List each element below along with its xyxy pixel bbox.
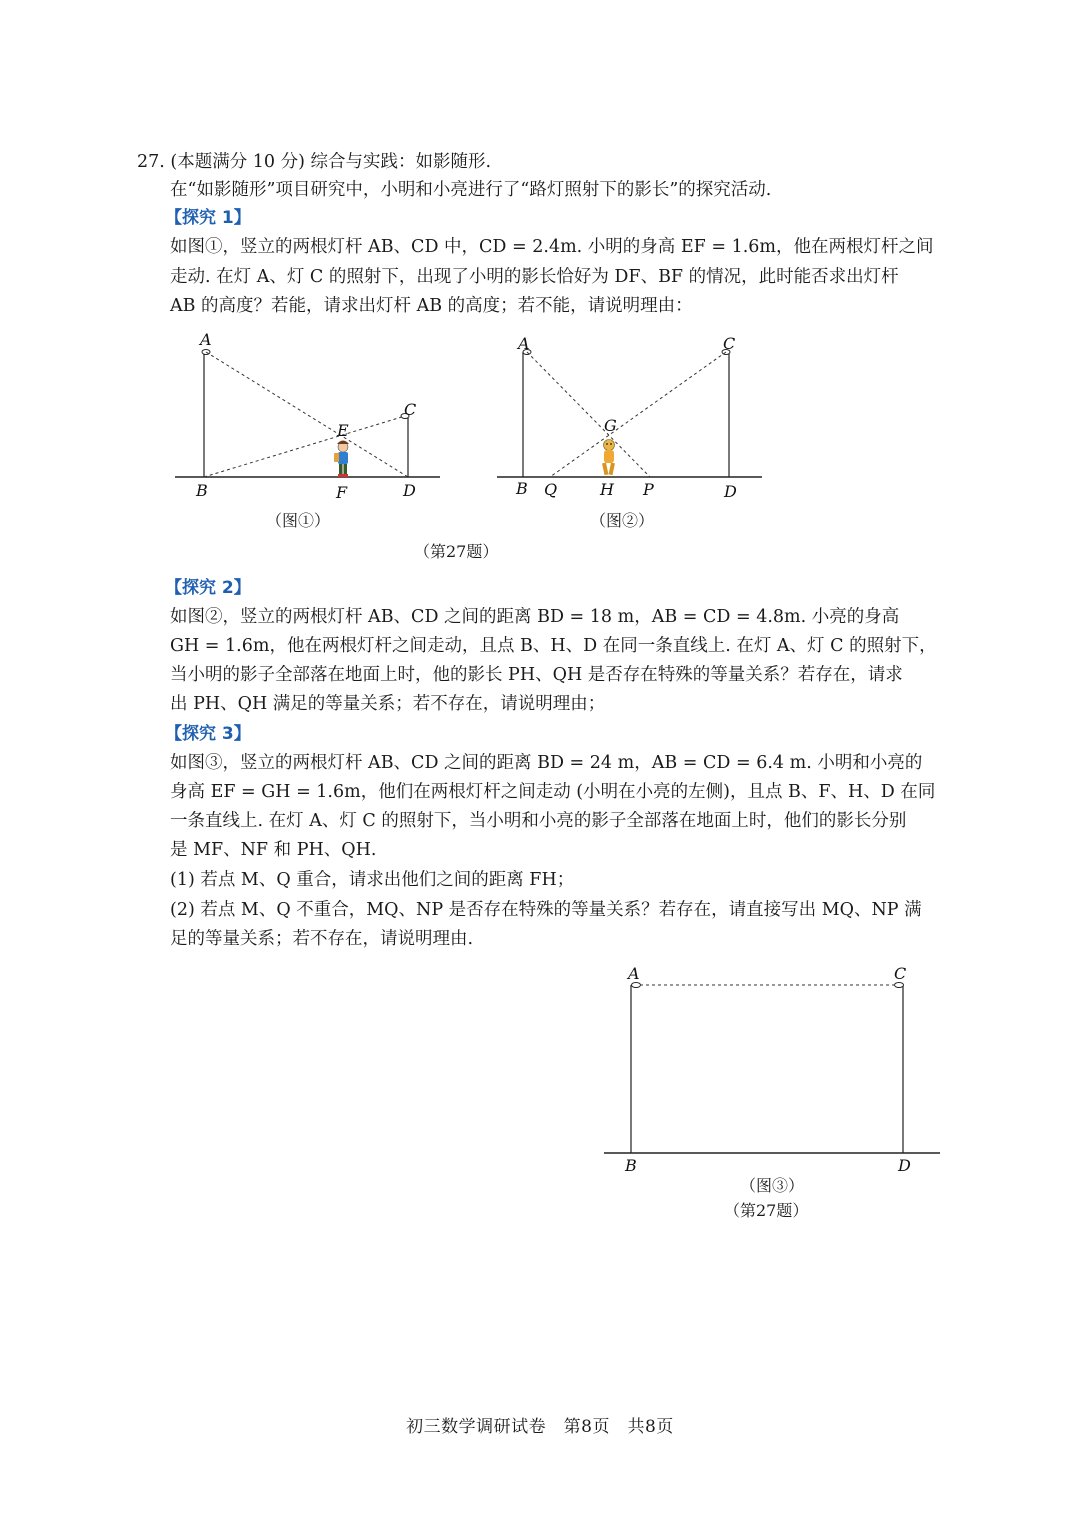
explore1-tag: 【探究 1】 — [165, 208, 251, 228]
page-footer: 初三数学调研试卷 第8页 共8页 — [406, 1417, 674, 1437]
fig3-label-C: C — [894, 964, 907, 983]
fig3-caption: （图③） — [740, 1176, 805, 1195]
fig1-label-F: F — [336, 483, 348, 502]
explore1-line-1: 如图①，竖立的两根灯杆 AB、CD 中，CD = 2.4m. 小明的身高 EF = 1.6m，他在两根灯杆之间 — [170, 237, 934, 257]
fig2-label-A: A — [518, 334, 530, 353]
explore3-line-6: (2) 若点 M、Q 不重合，MQ、NP 是否存在特殊的等量关系？若存在，请直接写出 MQ、NP 满 — [170, 900, 922, 920]
fig1-label-E: E — [337, 421, 349, 440]
explore2-line-3: 当小明的影子全部落在地面上时，他的影长 PH、QH 是否存在特殊的等量关系？若存在，请求 — [170, 665, 903, 685]
fig2-label-B: B — [516, 479, 528, 498]
explore2-tag: 【探究 2】 — [165, 578, 251, 598]
fig3-label-D: D — [898, 1156, 911, 1175]
fig1-label-A: A — [200, 330, 212, 349]
explore1-line-3: AB 的高度？若能，请求出灯杆 AB 的高度；若不能，请说明理由： — [170, 296, 693, 316]
figure-3 — [590, 960, 950, 1190]
figures-1-2-group-caption: （第27题） — [414, 542, 499, 561]
explore3-line-7: 足的等量关系；若不存在，请说明理由. — [170, 929, 474, 949]
character-icon — [602, 440, 615, 476]
fig2-label-D: D — [724, 482, 737, 501]
explore3-line-1: 如图③，竖立的两根灯杆 AB、CD 之间的距离 BD = 24 m，AB = CD = 6.4 m. 小明和小亮的 — [170, 753, 923, 773]
explore2-line-2: GH = 1.6m，他在两根灯杆之间走动，且点 B、H、D 在同一条直线上. 在灯 A、灯 C 的照射下， — [170, 636, 937, 656]
fig3-group-caption: （第27题） — [724, 1201, 809, 1220]
explore1-line-2: 走动. 在灯 A、灯 C 的照射下，出现了小明的影长恰好为 DF、BF 的情况，此时能否求出灯杆 — [170, 267, 899, 287]
fig1-label-C: C — [404, 400, 417, 419]
problem-intro: 在“如影随形”项目研究中，小明和小亮进行了“路灯照射下的影长”的探究活动. — [170, 180, 772, 200]
boy-icon — [334, 441, 349, 478]
explore3-line-5: (1) 若点 M、Q 重合，请求出他们之间的距离 FH； — [170, 870, 575, 890]
fig2-caption: （图②） — [590, 511, 655, 530]
fig2-label-Q: Q — [544, 480, 558, 499]
fig1-caption: （图①） — [266, 511, 331, 530]
fig2-label-P: P — [643, 480, 654, 499]
explore3-tag: 【探究 3】 — [165, 724, 251, 744]
explore2-line-4: 出 PH、QH 满足的等量关系；若不存在，请说明理由； — [170, 694, 606, 714]
figures-1-2 — [0, 330, 1080, 560]
fig3-label-B: B — [625, 1156, 637, 1175]
figure-1 — [175, 330, 440, 502]
fig2-label-H: H — [600, 480, 614, 499]
explore3-line-3: 一条直线上. 在灯 A、灯 C 的照射下，当小明和小亮的影子全部落在地面上时，他们的影长分别 — [170, 811, 907, 831]
figure-2 — [497, 334, 762, 501]
fig1-label-D: D — [403, 481, 416, 500]
problem-header: 27. (本题满分 10 分) 综合与实践：如影随形. — [137, 152, 492, 172]
fig2-label-C: C — [723, 334, 736, 353]
fig1-label-B: B — [196, 481, 208, 500]
fig2-label-G: G — [604, 416, 617, 435]
explore3-line-4: 是 MF、NF 和 PH、QH. — [170, 840, 377, 860]
explore2-line-1: 如图②，竖立的两根灯杆 AB、CD 之间的距离 BD = 18 m，AB = CD = 4.8m. 小亮的身高 — [170, 607, 900, 627]
explore3-line-2: 身高 EF = GH = 1.6m，他们在两根灯杆之间走动 (小明在小亮的左侧)，且点 B、F、H、D 在同 — [170, 782, 936, 802]
fig3-label-A: A — [628, 964, 640, 983]
